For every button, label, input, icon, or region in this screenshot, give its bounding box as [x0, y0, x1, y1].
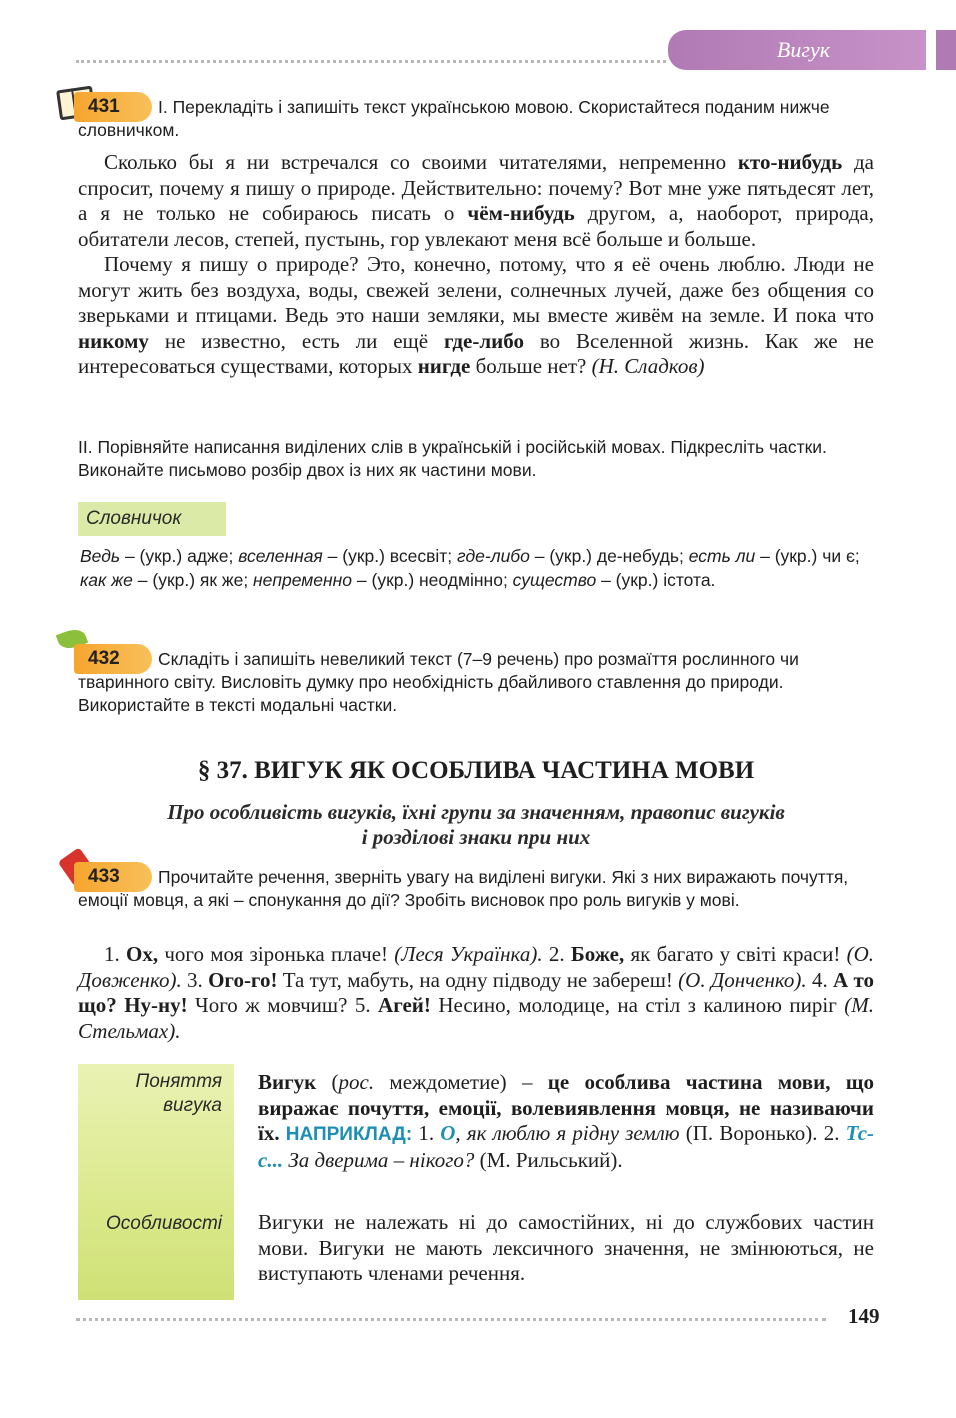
chapter-tab [668, 30, 926, 70]
term: Вигук [258, 1070, 317, 1094]
example-interjection: О [440, 1121, 456, 1145]
chapter-tab-label: Вигук [776, 37, 830, 62]
vocab-translation: – (укр.) чи є; [755, 546, 860, 566]
text-run: ( [316, 1070, 339, 1094]
text-run: (П. Воронько). 2. [679, 1121, 846, 1145]
concept-label [78, 1070, 222, 1118]
highlighted-word: где-либо [443, 328, 524, 353]
highlighted-word: чём-нибудь [467, 201, 575, 225]
text-run: во Вселенной жизнь. Как же не интересоваться существами, которых [78, 328, 874, 378]
concept-features: Вигуки не належать ні до самостійних, ні до службових частин мови. Вигуки не мають лексичного значення, не змінюються, не виступають членами речення. [258, 1210, 874, 1285]
vocab-translation: – (укр.) адже; [120, 546, 239, 566]
text-run: больше нет? [470, 354, 592, 378]
vocab-translation: – (укр.) істота. [596, 570, 716, 590]
text-run: рос. [338, 1070, 375, 1094]
author-citation: (О. Донченко). [678, 967, 807, 992]
vocab-translation: – (укр.) як же; [132, 570, 254, 590]
text-run: (М. Рильський). [474, 1147, 623, 1172]
author-citation: (Н. Сладков) [591, 354, 705, 378]
highlighted-word: никому [78, 328, 149, 353]
interjection: А то що? [78, 967, 875, 1017]
task-431-instruction-text: І. Перекладіть і запишіть текст українською мовою. Скористайтеся поданим нижче словничком. [78, 97, 830, 140]
text-run: 3. [181, 967, 209, 992]
example-text: , як люблю я рідну землю [455, 1121, 680, 1145]
text-run: чого моя зіронька плаче! [158, 942, 395, 966]
text-run: Чого ж мовчиш? [187, 993, 355, 1017]
task-433-instruction [78, 866, 874, 912]
text-run: 1. [104, 942, 126, 966]
text-run: 2. [542, 942, 571, 966]
vocab-translation: – (укр.) неодмінно; [352, 570, 513, 590]
section-subtitle [76, 800, 876, 850]
vocab-term: вселенная [238, 546, 323, 566]
interjection: Ох, [126, 942, 159, 966]
text-run: Почему я пишу о природе? Это, конечно, потому, что я её очень люблю. Люди не могут жить без воздуха, воды, свежей зелени, солнечных лучей, даже без общения со зверьками и птицами. Ведь это наши земляки, мы вместе живём на земле. И пока что [78, 252, 874, 327]
text-run: 4. [806, 967, 834, 992]
footer-dotted-rule [76, 1318, 826, 1321]
concept-definition [258, 1070, 874, 1173]
header-accent-block [936, 30, 956, 70]
vocab-translation: – (укр.) всесвіт; [322, 546, 458, 566]
author-citation: (О. Довженко). [78, 942, 874, 992]
paragraph [78, 942, 874, 1044]
text-run: як багато у світі краси! [624, 942, 847, 966]
interjection: Ого-го! [208, 967, 278, 992]
vocab-term: где-либо [457, 546, 530, 566]
text-run: 1. [412, 1121, 441, 1145]
task-number-badge: 433 [74, 862, 152, 892]
vocabulary-entries [80, 544, 876, 592]
author-citation: (М. Стельмах). [78, 993, 875, 1043]
definition-paragraph [258, 1070, 874, 1173]
task-number-badge: 431 [74, 92, 152, 122]
task-431-instruction-2: ІІ. Порівняйте написання виділених слів в українській і російській мовах. Підкресліть частки. Виконайте письмово розбір двох із них як частини мови. [78, 437, 827, 480]
text-run: Та тут, мабуть, на одну підводу не забереш! [277, 967, 679, 992]
text-run: другом, а, наоборот, природа, обитатели лесов, степей, пустынь, гор увлекают меня всё больше и больше. [78, 201, 874, 251]
vocab-term: есть ли [688, 546, 756, 566]
section-subtitle-line: Про особливість вигуків, їхні групи за значенням, правопис вигуків [167, 800, 785, 824]
paragraph [78, 150, 874, 252]
task-433-instruction-text: Прочитайте речення, зверніть увагу на виділені вигуки. Які з них виражають почуття, емоції мовця, а які – спонукання до дії? Зробіть висновок про роль вигуків у мові. [78, 867, 849, 910]
vocab-term: Ведь [80, 546, 121, 566]
interjection: Агей! [378, 993, 431, 1017]
task-number-badge: 432 [74, 644, 152, 674]
example-interjection: Тс-с... [258, 1121, 875, 1172]
vocab-term: существо [512, 570, 597, 590]
text-run: Сколько бы я ни встречался со своими читателями, непременно [104, 150, 738, 174]
text-run: междометие) – [374, 1070, 548, 1094]
concept-label: Особливості [105, 1213, 222, 1234]
text-run: да спросит, почему я пишу о природе. Действительно: почему? Вот мне уже пятьдесят лет, а я не только не собираюсь писать о [78, 150, 874, 225]
text-run: 5. [354, 993, 379, 1017]
highlighted-word: нигде [417, 354, 471, 378]
interjection: Боже, [570, 942, 625, 966]
paragraph [78, 252, 874, 380]
interjection: Ну-ну! [124, 993, 188, 1017]
page-number: 149 [848, 1304, 880, 1328]
definition: це особлива частина мови, що виражає почуття, емоції, волевиявлення мовця, не називаючи їх. [258, 1070, 874, 1145]
example-text: За дверима – нікого? [283, 1147, 475, 1172]
task-433-examples [78, 942, 874, 1044]
task-431-text [78, 150, 874, 380]
task-432-instruction [78, 648, 874, 717]
concept-label-line: Поняття [135, 1071, 222, 1092]
task-432-instruction-text: Складіть і запишіть невеликий текст (7–9 речень) про розмаїття рослинного чи тваринного світу. Висловіть думку про необхідність дбайливого ставлення до природи. Використайте в тексті модальні частки. [78, 649, 799, 715]
highlighted-word: кто-нибудь [737, 150, 843, 174]
header-dotted-rule [76, 60, 666, 63]
vocab-translation: – (укр.) де-небудь; [529, 546, 689, 566]
vocab-term: как же [80, 570, 133, 590]
vocab-term: непременно [253, 570, 353, 590]
text-run: не известно, есть ли ещё [148, 328, 444, 353]
author-citation: (Леся Українка). [394, 942, 543, 966]
section-subtitle-line: і розділові знаки при них [361, 825, 591, 849]
concept-label-line: вигука [163, 1095, 222, 1116]
task-431-instruction [78, 96, 874, 142]
section-title: § 37. ВИГУК ЯК ОСОБЛИВА ЧАСТИНА МОВИ [197, 757, 755, 784]
example-label: НАПРИКЛАД: [285, 1124, 413, 1145]
text-run: Несино, молодице, на стіл з калиною пиріг [430, 993, 845, 1017]
vocabulary-title: Словничок [78, 502, 226, 536]
